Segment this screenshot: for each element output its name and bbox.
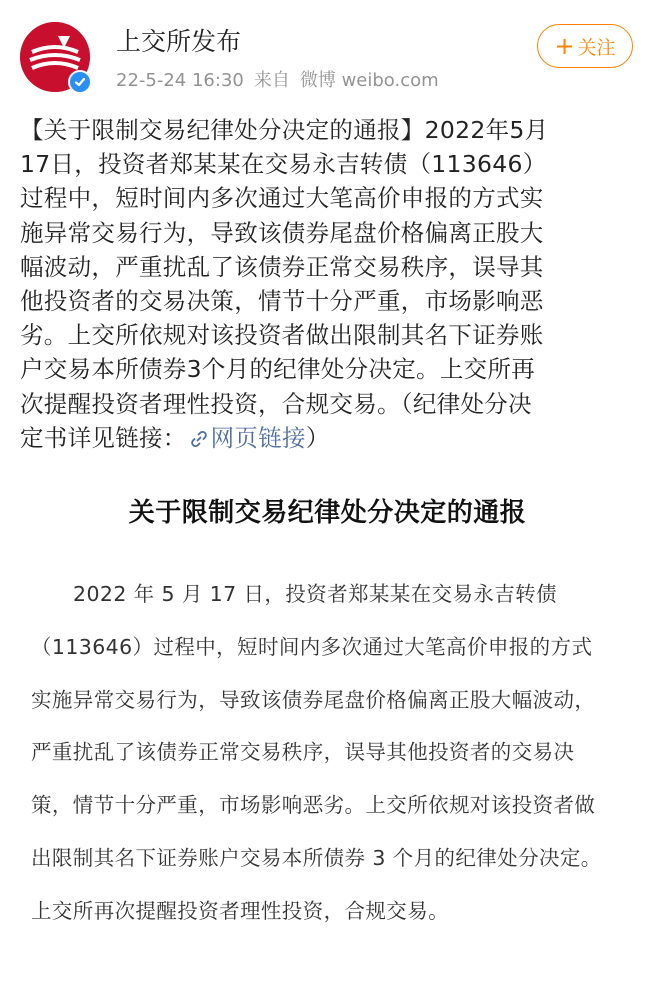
post-line: 施异常交易行为，导致该债券尾盘价格偏离正股大 — [20, 218, 544, 247]
plus-icon: + — [554, 32, 575, 60]
document-line: 出限制其名下证券账户交易本所债券 3 个月的纪律处分决定。 — [31, 845, 602, 870]
post-line: 【关于限制交易纪律处分决定的通报】2022年5月 — [20, 116, 549, 144]
link-label: 网页链接 — [210, 423, 306, 452]
last-line-prefix: 定书详见链接： — [20, 423, 187, 452]
last-line-suffix: ） — [305, 423, 330, 452]
post-line: 他投资者的交易决策，情节十分严重，市场影响恶 — [20, 287, 544, 316]
document-line: 2022 年 5 月 17 日，投资者郑某某在交易永吉转债 — [73, 582, 557, 606]
post-line: 劣。上交所依规对该投资者做出限制其名下证券账 — [20, 321, 544, 350]
source-prefix: 来自 — [253, 70, 290, 91]
post-line-last — [20, 421, 640, 455]
post-line: 17日，投资者郑某某在交易永吉转债（113646） — [20, 150, 547, 179]
follow-label: 关注 — [577, 36, 616, 59]
post-line: 户交易本所债券3个月的纪律处分决定。上交所再 — [20, 355, 536, 384]
post-header — [0, 0, 655, 110]
web-link[interactable] — [187, 424, 306, 452]
document-body — [31, 568, 631, 938]
source-app: 微博 weibo.com — [299, 70, 439, 91]
document-line: 实施异常交易行为，导致该债券尾盘价格偏离正股大幅波动， — [31, 687, 596, 712]
document-line: 策，情节十分严重，市场影响恶劣。上交所依规对该投资者做 — [31, 793, 596, 818]
follow-button[interactable] — [537, 24, 633, 68]
document-title: 关于限制交易纪律处分决定的通报 — [128, 498, 527, 528]
post-line: 幅波动，严重扰乱了该债券正常交易秩序，误导其 — [20, 252, 544, 281]
post-line: 过程中，短时间内多次通过大笔高价申报的方式实 — [20, 184, 544, 213]
link-chain-icon — [189, 429, 209, 449]
document-line: 上交所再次提醒投资者理性投资，合规交易。 — [31, 898, 449, 923]
post-line: 次提醒投资者理性投资，合规交易。（纪律处分决 — [20, 389, 532, 418]
post-meta — [116, 68, 449, 94]
post-timestamp: 22-5-24 16:30 — [116, 70, 244, 91]
author-name[interactable]: 上交所发布 — [116, 27, 242, 56]
verified-check-icon — [68, 70, 92, 94]
document-line: 严重扰乱了该债券正常交易秩序，误导其他投资者的交易决 — [31, 740, 575, 765]
post-body — [20, 113, 640, 455]
document-line: （113646）过程中，短时间内多次通过大笔高价申报的方式 — [31, 634, 593, 659]
